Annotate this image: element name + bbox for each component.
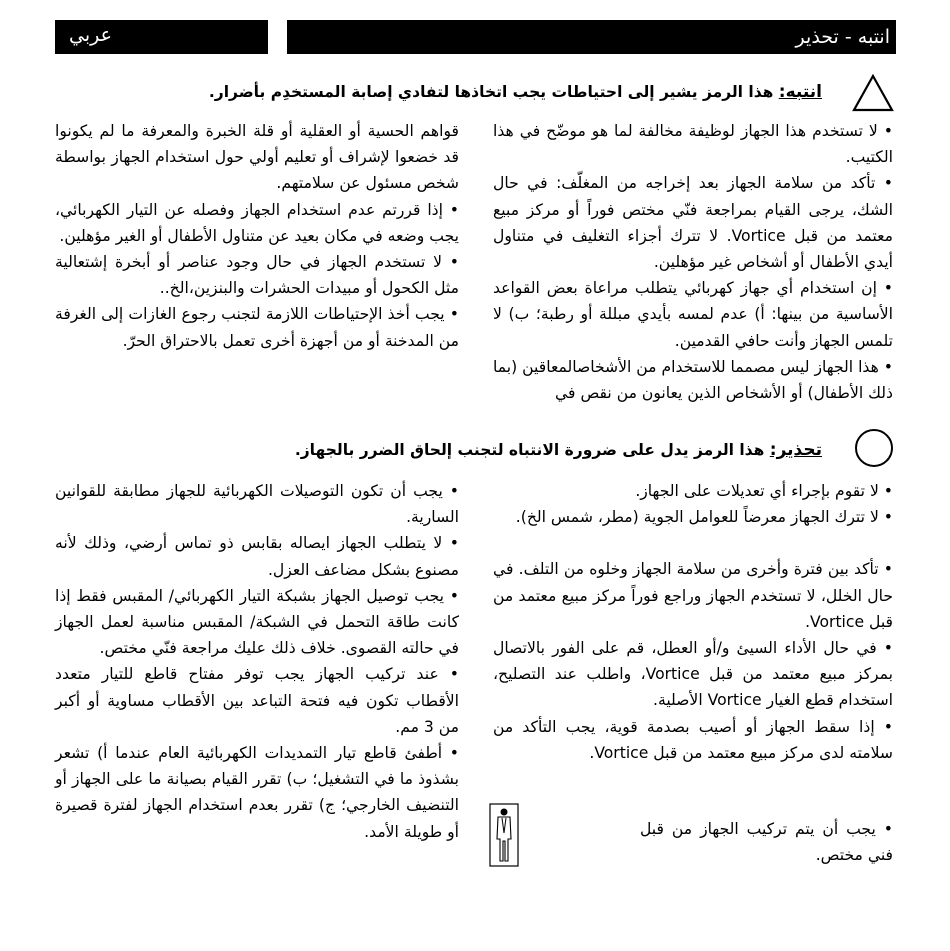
- warning-right-item: • في حال الأداء السيئ و/أو العطل، قم على الفور بالاتصال بمركز مبيع معتمد من قبل Vortice، واطلب عند التصليح، استخدام قطع الغيار Vortice الأصلية.: [493, 639, 893, 710]
- caution-left-column: [55, 118, 459, 354]
- installer-note-text: • يجب أن يتم تركيب الجهاز من قبل فني مختص.: [640, 820, 893, 865]
- warning-left-item: • أطفئ قاطع تيار التمديدات الكهربائية العام عندما أ) تشعر بشذوذ ما في التشغيل؛ ب) تقرر القيام بصيانة ما على الجهاز أو التنضيف الخارجي؛ ج) تقرر بعدم استخدام الجهاز لفترة قصيرة أو طويلة الأمد.: [55, 744, 459, 841]
- caution-heading: [209, 82, 822, 102]
- technician-figure-icon: [489, 803, 519, 867]
- caution-keyword: انتبه:: [778, 82, 822, 102]
- warning-right-column: [493, 478, 893, 766]
- warning-left-item: • عند تركيب الجهاز يجب توفر مفتاح قاطع للتيار متعدد الأقطاب تكون فيه فتحة التباعد بين الأقطاب مساوية أو أكبر من 3 مم.: [55, 665, 459, 736]
- installer-note: [640, 816, 893, 868]
- caution-statement: هذا الرمز يشير إلى احتياطات يجب اتخاذها لتفادي إصابة المستخدِم بأضرار.: [208, 83, 779, 101]
- warning-circle-icon: [855, 429, 893, 467]
- caution-left-item: • إذا قررتم عدم استخدام الجهاز وفصله عن التيار الكهربائي، يجب وضعه في مكان بعيد عن متناول الأطفال أو الغير مؤهلين.: [55, 200, 459, 245]
- caution-left-item: • لا تستخدم الجهاز في حال وجود عناصر أو أبخرة إشتعالية مثل الكحول أو مبيدات الحشرات والبنزين،الخ..: [55, 253, 459, 298]
- warning-right-item: • إذا سقط الجهاز أو أصيب بصدمة قوية، يجب التأكد من سلامته لدى مركز مبيع معتمد من قبل Vortice.: [493, 717, 893, 762]
- header-language-bar: [55, 20, 268, 54]
- caution-left-item: قواهم الحسية أو العقلية أو قلة الخبرة والمعرفة ما لم يكونوا قد خضعوا لإشراف أو تعليم أولي حول استخدام الجهاز بواسطة شخص مسئول عن سلامتهم.: [55, 122, 459, 193]
- warning-heading: [295, 440, 822, 460]
- warning-keyword: تحذير:: [769, 440, 822, 460]
- caution-right-column: [493, 118, 893, 406]
- caution-right-item: • هذا الجهاز ليس مصمما للاستخدام من الأشخاصالمعاقين (بما ذلك الأطفال) أو الأشخاص الذين يعانون من نقص في: [493, 357, 893, 403]
- warning-triangle-icon: [852, 74, 894, 112]
- header-language: عربي: [69, 24, 112, 46]
- warning-left-item: • يجب توصيل الجهاز بشبكة التيار الكهربائي/ المقبس فقط إذا كانت طاقة التحمل في الشبكة/ المقبس مناسبة لعمل الجهاز في حالته القصوى. خلاف ذلك عليك مراجعة فنّي مختص.: [55, 586, 459, 658]
- warning-left-column: [55, 478, 459, 845]
- warning-statement: هذا الرمز يدل على ضرورة الانتباه لتجنب إلحاق الضرر بالجهاز.: [294, 441, 770, 459]
- warning-right-item: • لا تقوم بإجراء أي تعديلات على الجهاز.: [635, 482, 893, 500]
- warning-left-item: • لا يتطلب الجهاز ايصاله بقابس ذو تماس أرضي، وذلك لأنه مصنوع بشكل مضاعف العزل.: [55, 534, 459, 579]
- warning-right-item: • تأكد بين فترة وأخرى من سلامة الجهاز وخلوه من التلف. في حال الخلل، لا تستخدم الجهاز وراجع فوراً مركز مبيع معتمد من قبل Vortice.: [493, 560, 893, 631]
- caution-right-item: • لا تستخدم هذا الجهاز لوظيفة مخالفة لما هو موضّح في هذا الكتيب.: [493, 122, 893, 167]
- caution-right-item: • إن استخدام أي جهاز كهربائي يتطلب مراعاة بعض القواعد الأساسية من بينها: أ) عدم لمسه بأيدي مبللة أو رطبة؛ ب) لا تلمس الجهاز وأنت حافي القدمين.: [493, 279, 893, 350]
- caution-right-item: • تأكد من سلامة الجهاز بعد إخراجه من المغلّف: في حال الشك، يرجى القيام بمراجعة فنّي مختص فوراً أو مركز مبيع معتمد من قبل Vortice. لا تترك أجزاء التغليف في متناول أيدي الأطفال أو أشخاص غير مؤهلين.: [493, 174, 893, 272]
- warning-right-item: • لا تترك الجهاز معرضاً للعوامل الجوية (مطر، شمس الخ).: [515, 508, 893, 527]
- header-title: انتبه - تحذير: [795, 26, 890, 48]
- caution-left-item: • يجب أخذ الإحتياطات اللازمة لتجنب رجوع الغازات إلى الغرفة من المدخنة أو من أجهزة أخرى تعمل بالاحتراق الحرّ.: [55, 305, 459, 350]
- warning-left-item: • يجب أن تكون التوصيلات الكهربائية للجهاز مطابقة للقوانين السارية.: [55, 482, 459, 527]
- header-title-bar: [287, 20, 896, 54]
